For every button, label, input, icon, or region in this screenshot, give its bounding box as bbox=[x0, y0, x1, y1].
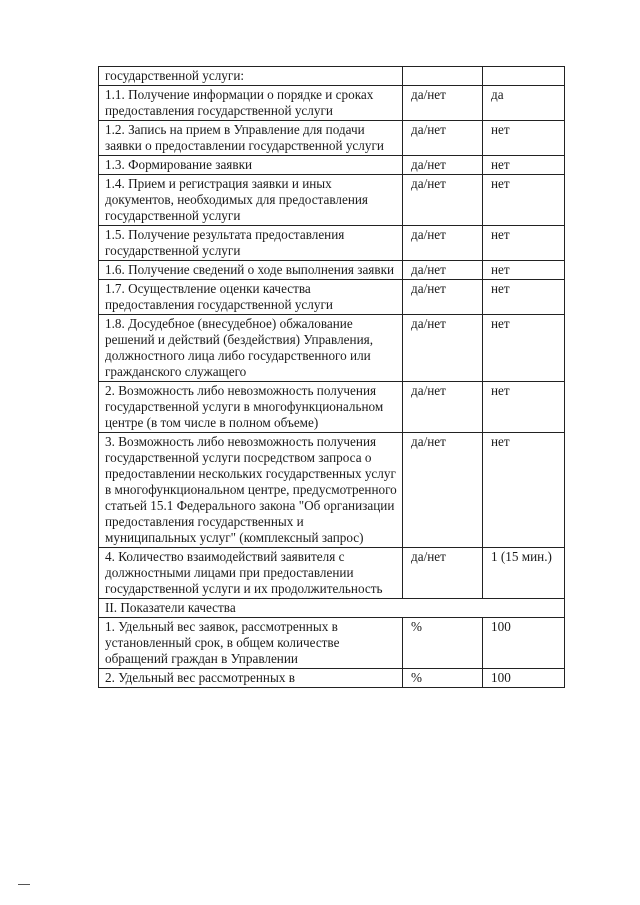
row-unit: да/нет bbox=[403, 433, 483, 548]
table-row bbox=[99, 67, 565, 86]
section-row bbox=[99, 599, 565, 618]
row-value: нет bbox=[483, 156, 565, 175]
row-unit: да/нет bbox=[403, 315, 483, 382]
row-value: нет bbox=[483, 280, 565, 315]
table-row bbox=[99, 315, 565, 382]
row-label: 1.2. Запись на прием в Управление для подачи заявки о предоставлении государственной услуги bbox=[99, 121, 403, 156]
table-row bbox=[99, 433, 565, 548]
row-unit bbox=[403, 67, 483, 86]
row-unit: да/нет bbox=[403, 156, 483, 175]
row-value: нет bbox=[483, 226, 565, 261]
row-label: 2. Возможность либо невозможность получения государственной услуги в многофункциональном центре (в том числе в полном объеме) bbox=[99, 382, 403, 433]
table-row bbox=[99, 156, 565, 175]
row-label: 1.1. Получение информации о порядке и сроках предоставления государственной услуги bbox=[99, 86, 403, 121]
row-value: нет bbox=[483, 175, 565, 226]
row-value: нет bbox=[483, 382, 565, 433]
row-value: 1 (15 мин.) bbox=[483, 548, 565, 599]
row-value: нет bbox=[483, 315, 565, 382]
row-value: нет bbox=[483, 261, 565, 280]
row-label: государственной услуги: bbox=[99, 67, 403, 86]
row-value bbox=[483, 67, 565, 86]
indicators-table bbox=[98, 66, 565, 688]
scan-mark bbox=[18, 884, 30, 885]
row-label: 2. Удельный вес рассмотренных в bbox=[99, 669, 403, 688]
row-label: 4. Количество взаимодействий заявителя с должностными лицами при предоставлении государственной услуги и их продолжительность bbox=[99, 548, 403, 599]
row-unit: да/нет bbox=[403, 382, 483, 433]
row-value: нет bbox=[483, 121, 565, 156]
table-row bbox=[99, 548, 565, 599]
table-row bbox=[99, 226, 565, 261]
row-unit: % bbox=[403, 669, 483, 688]
table-row bbox=[99, 280, 565, 315]
row-unit: да/нет bbox=[403, 261, 483, 280]
row-value: да bbox=[483, 86, 565, 121]
row-unit: да/нет bbox=[403, 175, 483, 226]
row-label: 1.4. Прием и регистрация заявки и иных документов, необходимых для предоставления государственной услуги bbox=[99, 175, 403, 226]
row-unit: % bbox=[403, 618, 483, 669]
table-row bbox=[99, 261, 565, 280]
row-unit: да/нет bbox=[403, 280, 483, 315]
row-label: 3. Возможность либо невозможность получения государственной услуги посредством запроса о предоставлении нескольких государственных услуг в многофункциональном центре, предусмотренного статьей 15.1 Федерального закона "Об организации предоставления государственных и муниципальных услуг" (комплексный запрос) bbox=[99, 433, 403, 548]
row-value: нет bbox=[483, 433, 565, 548]
table-row bbox=[99, 121, 565, 156]
row-value: 100 bbox=[483, 669, 565, 688]
row-unit: да/нет bbox=[403, 121, 483, 156]
row-label: 1.7. Осуществление оценки качества предоставления государственной услуги bbox=[99, 280, 403, 315]
table-row bbox=[99, 175, 565, 226]
table-row bbox=[99, 669, 565, 688]
row-unit: да/нет bbox=[403, 86, 483, 121]
row-value: 100 bbox=[483, 618, 565, 669]
section-title: II. Показатели качества bbox=[99, 599, 565, 618]
row-label: 1.6. Получение сведений о ходе выполнения заявки bbox=[99, 261, 403, 280]
row-label: 1.3. Формирование заявки bbox=[99, 156, 403, 175]
row-label: 1.8. Досудебное (внесудебное) обжалование решений и действий (бездействия) Управления, должностного лица либо государственного или гражданского служащего bbox=[99, 315, 403, 382]
row-unit: да/нет bbox=[403, 226, 483, 261]
table-row bbox=[99, 382, 565, 433]
row-label: 1.5. Получение результата предоставления государственной услуги bbox=[99, 226, 403, 261]
table-row bbox=[99, 618, 565, 669]
table-row bbox=[99, 86, 565, 121]
row-label: 1. Удельный вес заявок, рассмотренных в установленный срок, в общем количестве обращений граждан в Управлении bbox=[99, 618, 403, 669]
row-unit: да/нет bbox=[403, 548, 483, 599]
